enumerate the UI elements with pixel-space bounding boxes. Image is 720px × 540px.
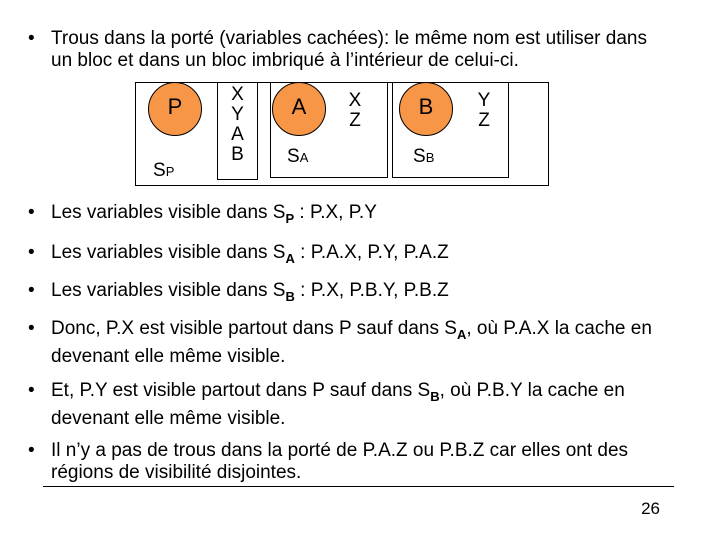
bullet-dot: • xyxy=(28,242,35,263)
intro-line-2: un bloc et dans un bloc imbriqué à l’intérieur de celui-ci. xyxy=(51,50,519,71)
intro-text xyxy=(51,28,696,72)
et-line-1 xyxy=(51,380,696,408)
page-number: 26 xyxy=(641,499,660,518)
bullet-dot: • xyxy=(28,28,35,49)
et-post: , où P.B.Y la cache en xyxy=(439,380,625,401)
visible-sp-sub: P xyxy=(285,210,295,226)
intro-line-1: Trous dans la porté (variables cachées): le même nom est utiliser dans xyxy=(51,28,647,49)
visible-sp-post: : P.X, P.Y xyxy=(294,202,377,223)
donc-pre: Donc, P.X est visible partout dans P sauf dans S xyxy=(51,318,457,339)
bullet-dot: • xyxy=(28,318,35,339)
footer-divider xyxy=(43,486,674,487)
et-line-2: devenant elle même visible. xyxy=(51,407,286,429)
scope-p-subscript: P xyxy=(165,164,175,179)
a-vars-list xyxy=(340,91,370,131)
visible-sp-text xyxy=(51,202,696,230)
visible-sa-post: : P.A.X, P.Y, P.A.Z xyxy=(294,242,449,263)
scope-a-subscript: A xyxy=(299,150,309,165)
donc-post: , où P.A.X la cache en xyxy=(466,318,652,339)
et-pre: Et, P.Y est visible partout dans P sauf dans S xyxy=(51,380,431,401)
visible-sa-sub: A xyxy=(285,250,295,266)
p-vars-list xyxy=(217,85,258,165)
bullet-dot: • xyxy=(28,280,35,301)
il-text xyxy=(51,440,696,484)
p-var-y: Y xyxy=(231,104,244,125)
visible-sa-text xyxy=(51,242,696,270)
bullet-dot: • xyxy=(28,440,35,461)
scope-a-letter: S xyxy=(287,146,300,167)
p-var-x: X xyxy=(231,84,244,105)
et-text xyxy=(51,380,696,430)
visible-sb-post: : P.X, P.B.Y, P.B.Z xyxy=(294,280,449,301)
b-var-y: Y xyxy=(477,90,491,111)
p-var-a: A xyxy=(231,124,244,145)
donc-line-2: devenant elle même visible. xyxy=(51,345,286,367)
a-var-z: Z xyxy=(349,110,361,131)
bullet-dot: • xyxy=(28,202,35,223)
donc-text xyxy=(51,318,696,368)
visible-sb-text xyxy=(51,280,696,308)
p-var-b: B xyxy=(231,144,244,165)
visible-sa-pre: Les variables visible dans S xyxy=(51,242,286,263)
scope-a-label xyxy=(287,146,308,168)
scope-b-letter: S xyxy=(413,146,426,167)
donc-sub: A xyxy=(456,326,467,342)
il-line-1: Il n’y a pas de trous dans la porté de P.A.Z ou P.B.Z car elles ont des xyxy=(51,440,629,461)
scope-p-letter: S xyxy=(153,160,166,181)
visible-sb-sub: B xyxy=(285,288,295,304)
scope-p-label xyxy=(153,160,174,182)
scope-b-subscript: B xyxy=(425,150,435,165)
block-a-label: A xyxy=(291,94,307,119)
visible-sb-pre: Les variables visible dans S xyxy=(51,280,286,301)
et-sub: B xyxy=(430,388,440,404)
il-line-2: régions de visibilité disjointes. xyxy=(51,462,302,483)
b-vars-list xyxy=(469,91,499,131)
bullet-dot: • xyxy=(28,380,35,401)
b-var-z: Z xyxy=(478,110,490,131)
scope-b-label xyxy=(413,146,434,168)
a-var-x: X xyxy=(348,90,362,111)
visible-sp-pre: Les variables visible dans S xyxy=(51,202,286,223)
block-p-label: P xyxy=(167,94,183,119)
block-b-label: B xyxy=(418,94,434,119)
donc-line-1 xyxy=(51,318,696,346)
